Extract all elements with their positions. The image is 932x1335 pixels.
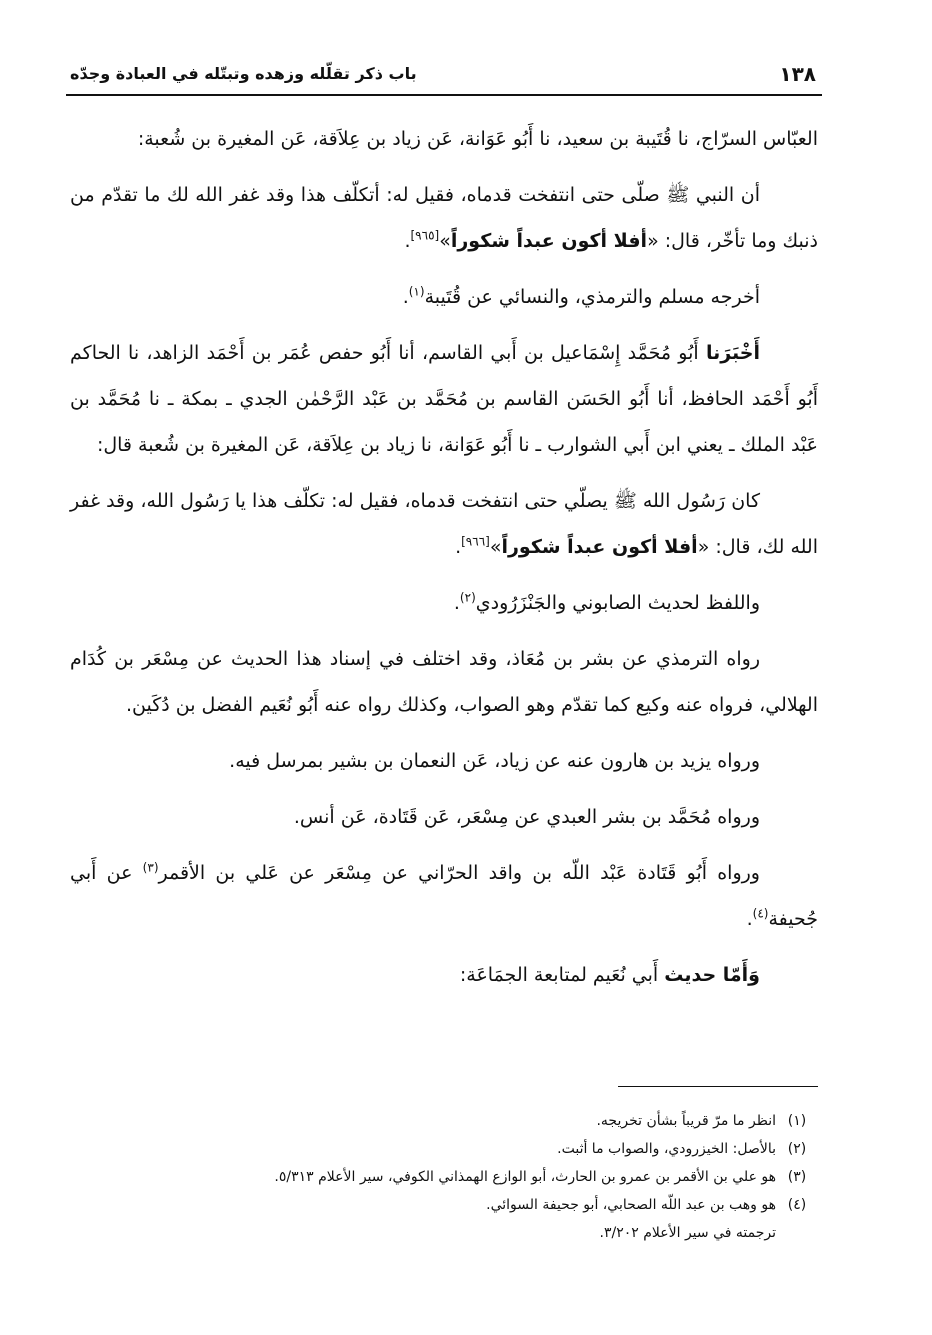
paragraph [70,794,818,840]
footnote-ref: (٤) [752,906,769,921]
paragraph [70,116,818,162]
footnotes [70,1086,818,1247]
paragraph-end: . [455,536,462,558]
paragraph-lead: وَأَمّا حديث [664,964,760,986]
footnote [70,1163,818,1191]
paragraph [70,580,818,626]
footnote-number: (١) [787,1113,807,1129]
main-text [70,116,818,1008]
paragraph-text: أَبُو مُحَمَّد إِسْمَاعيل بن أَبي القاسم، أنا أَبُو حفص عُمَر بن أَحْمَد الزاهد، نا الحاكم أَبُو أَحْمَد الحافظ، أنا أَبُو الحَسَن القاسم بن مُحَمَّد بن عَبْد الرَّحْمٰن الجدي ـ بمكة ـ نا مُحَمَّد بن عَبْد الملك ـ يعني ابن أَبي الشوارب ـ نا أَبُو عَوَانة، نا زياد بن عِلاَقة، عَن المغيرة بن شُعبة قال: [70,342,818,456]
hadith-number: [٩٦٥] [410,228,440,243]
paragraph-text: أخرجه مسلم والترمذي، والنسائي عن قُتَيبة [424,286,760,308]
paragraph-end: . [746,908,753,930]
hadith-number: [٩٦٦] [461,534,490,549]
page-number: ١٣٨ [779,62,816,86]
paragraph-text: كان رَسُول الله ﷺ يصلّي حتى انتفخت قدماه، فقيل له: تكلّف هذا يا رَسُول الله، وقد غفر الله لك، قال: « [70,490,818,558]
footnote-continuation: ترجمته في سير الأعلام ٣/٢٠٢. [599,1225,776,1241]
quote-close: » [439,230,451,252]
paragraph-text: العبّاس السرّاج، نا قُتَيبة بن سعيد، نا أَبُو عَوَانة، عَن زياد بن عِلاَقة، عَن المغيرة بن شُعبة: [137,128,818,150]
running-title: باب ذكر تقلّله وزهده وتبتّله في العبادة وجدّه [70,64,417,83]
paragraph-text: واللفظ لحديث الصابوني والجَنْزَرُودي [475,592,760,614]
paragraph-text: عن أَبي جُحيفة [70,862,818,930]
paragraph-end: . [404,230,411,252]
footnote [70,1135,818,1163]
paragraph [70,850,818,942]
footnote-number: (٣) [787,1169,807,1185]
paragraph-text: أَبي نُعَيم لمتابعة الجمَاعَة: [459,964,665,986]
footnote-text: انظر ما مرّ قريباً بشأن تخريجه. [596,1113,776,1129]
footnote-text: هو علي بن الأقمر بن عمرو بن الحارث، أبو الوازع الهمذاني الكوفي، سير الأعلام ٥/٣١٣. [274,1169,776,1185]
footnote-text: هو وهب بن عبد اللّه الصحابي، أبو جحيفة السوائي. [486,1197,776,1213]
footnote-ref: (٢) [459,590,476,605]
paragraph [70,636,818,728]
hadith-quote: أفلا أكون عبداً شكوراً [450,230,648,252]
paragraph [70,274,818,320]
footnote-divider [618,1086,818,1087]
paragraph-text: ورواه يزيد بن هارون عنه عن زياد، عَن النعمان بن بشير بمرسل فيه. [229,750,760,772]
paragraph-text: رواه الترمذي عن بشر بن مُعَاذ، وقد اختلف في إسناد هذا الحديث عن مِسْعَر بن كُدَام الهلالي، فرواه عنه وكيع كما تقدّم وهو الصواب، وكذلك رواه عنه أَبُو نُعَيم الفضل بن دُكَين. [70,648,818,716]
footnote-ref: (١) [408,284,425,299]
paragraph-end: . [453,592,460,614]
hadith-quote: أفلا أكون عبداً شكوراً [501,536,698,558]
paragraph-text: ورواه أَبُو قَتَادة عَبْد اللّه بن واقد الحرّاني عن مِسْعَر عن عَلي بن الأقمر [158,862,760,884]
footnote-text: بالأصل: الخيزرودي، والصواب ما أثبت. [557,1141,776,1157]
page-header [66,58,822,96]
footnote [70,1107,818,1135]
paragraph [70,330,818,468]
quote-close: » [489,536,502,558]
paragraph-text: أن النبي ﷺ صلّى حتى انتفخت قدماه، فقيل له: أتكلّف هذا وقد غفر الله لك ما تقدّم من ذنبك وما تأخّر، قال: « [70,184,818,252]
footnote [70,1191,818,1219]
paragraph-lead: أَخْبَرَنا [705,342,760,364]
paragraph-end: . [402,286,409,308]
paragraph [70,738,818,784]
paragraph [70,478,818,570]
footnote-number: (٤) [787,1197,807,1213]
paragraph [70,172,818,264]
footnote-number: (٢) [787,1141,807,1157]
paragraph [70,952,818,998]
footnote-ref: (٣) [142,860,159,875]
paragraph-text: ورواه مُحَمَّد بن بشر العبدي عن مِسْعَر، عَن قَتَادة، عَن أنس. [293,806,760,828]
